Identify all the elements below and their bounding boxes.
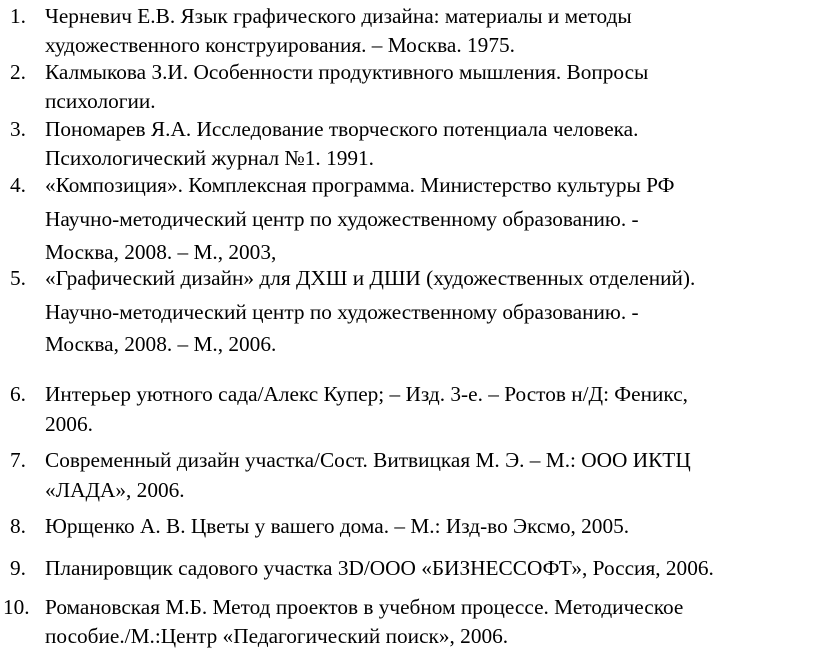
reference-line: «ЛАДА», 2006. <box>45 478 185 502</box>
reference-line: Интерьер уютного сада/Алекс Купер; – Изд. 3-е. – Ростов н/Д: Феникс, <box>45 382 688 406</box>
reference-line: Планировщик садового участка 3D/ООО «БИЗНЕССОФТ», Россия, 2006. <box>45 556 714 580</box>
reference-line: художественного конструирования. – Москва. 1975. <box>45 33 515 57</box>
reference-line: Романовская М.Б. Метод проектов в учебном процессе. Методическое <box>45 595 684 619</box>
reference-line: Юрщенко А. В. Цветы у вашего дома. – М.: Изд-во Эксмо, 2005. <box>45 514 630 538</box>
reference-number: 5. <box>10 266 26 290</box>
reference-line: Научно-методический центр по художественному образованию. - <box>45 300 639 324</box>
reference-number: 8. <box>10 514 26 538</box>
reference-line: Современный дизайн участка/Сост. Витвицкая М. Э. – М.: ООО ИКТЦ <box>45 448 691 472</box>
reference-line: «Графический дизайн» для ДХШ и ДШИ (художественных отделений). <box>45 266 696 290</box>
reference-line: 2006. <box>45 412 93 436</box>
reference-number: 7. <box>10 448 26 472</box>
reference-number: 10. <box>3 595 30 619</box>
reference-line: Научно-методический центр по художественному образованию. - <box>45 207 639 231</box>
reference-line: «Композиция». Комплексная программа. Министерство культуры РФ <box>45 173 675 197</box>
reference-line: Пономарев Я.А. Исследование творческого потенциала человека. <box>45 117 639 141</box>
reference-line: Черневич Е.В. Язык графического дизайна: материалы и методы <box>45 4 632 28</box>
reference-number: 2. <box>10 60 26 84</box>
reference-line: Психологический журнал №1. 1991. <box>45 146 374 170</box>
reference-line: пособие./М.:Центр «Педагогический поиск», 2006. <box>45 624 509 648</box>
reference-number: 9. <box>10 556 26 580</box>
reference-line: Калмыкова З.И. Особенности продуктивного мышления. Вопросы <box>45 60 649 84</box>
reference-number: 1. <box>10 4 26 28</box>
reference-line: Москва, 2008. – М., 2006. <box>45 332 277 356</box>
reference-number: 4. <box>10 173 26 197</box>
reference-number: 3. <box>10 117 26 141</box>
reference-number: 6. <box>10 382 26 406</box>
reference-line: Москва, 2008. – М., 2003, <box>45 240 277 264</box>
reference-line: психологии. <box>45 89 156 113</box>
